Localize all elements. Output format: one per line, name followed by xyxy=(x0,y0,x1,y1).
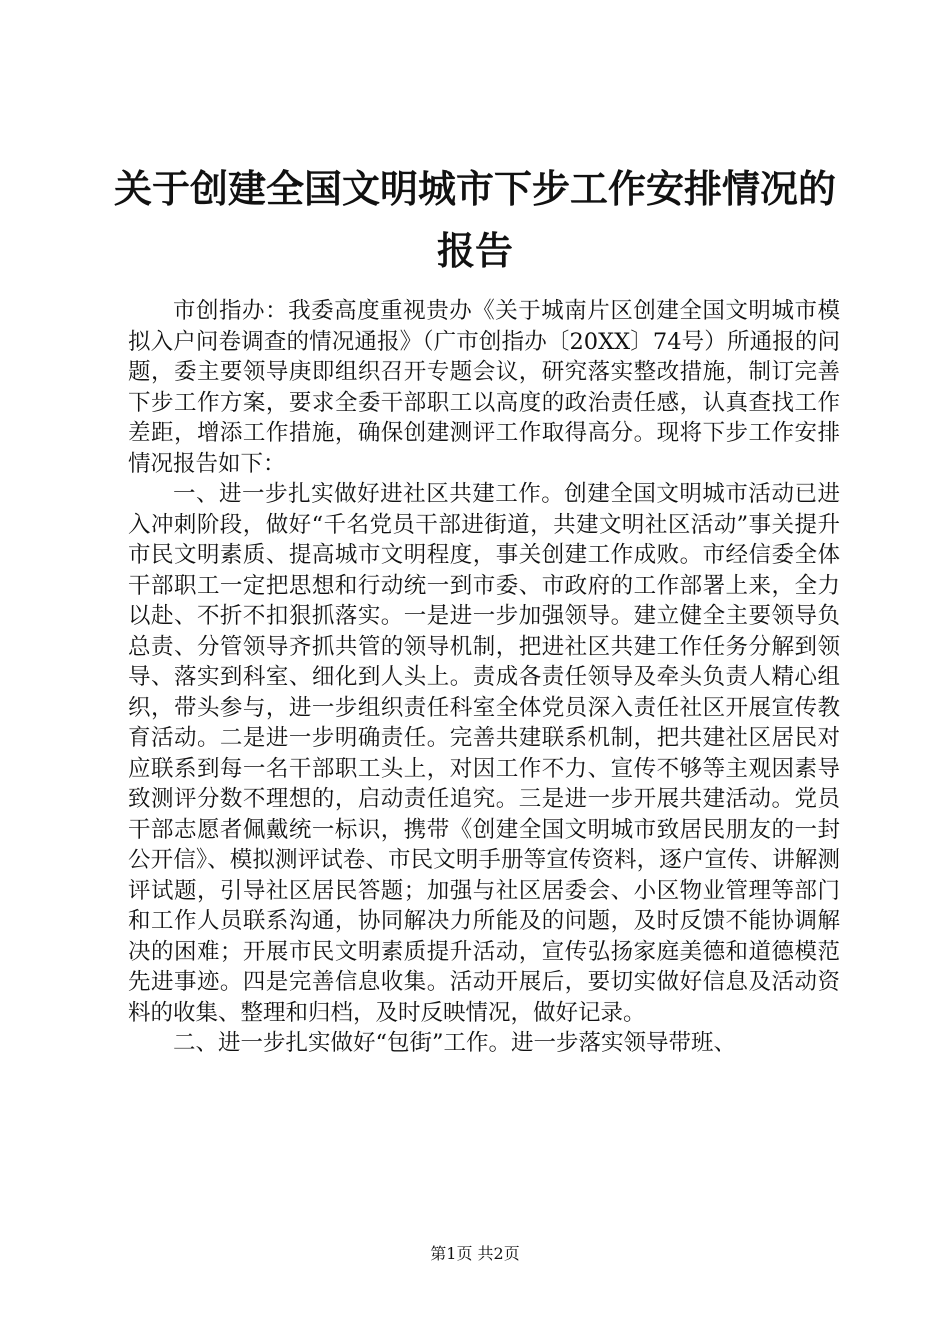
paragraph-section-1: 一、进一步扎实做好进社区共建工作。创建全国文明城市活动已进入冲刺阶段，做好“千名党员干部进街道，共建文明社区活动”事关提升市民文明素质、提高城市文明程度，事关创建工作成败。市经信委全体干部职工一定把思想和行动统一到市委、市政府的工作部署上来，全力以赴、不折不扣狠抓落实。一是进一步加强领导。建立健全主要领导负总责、分管领导齐抓共管的领导机制，把进社区共建工作任务分解到领导、落实到科室、细化到人头上。责成各责任领导及牵头负责人精心组织，带头参与，进一步组织责任科室全体党员深入责任社区开展宣传教育活动。二是进一步明确责任。完善共建联系机制，把共建社区居民对应联系到每一名干部职工头上，对因工作不力、宣传不够等主观因素导致测评分数不理想的，启动责任追究。三是进一步开展共建活动。党员干部志愿者佩戴统一标识，携带《创建全国文明城市致居民朋友的一封公开信》、模拟测评试卷、市民文明手册等宣传资料，逐户宣传、讲解测评试题，引导社区居民答题；加强与社区居委会、小区物业管理等部门和工作人员联系沟通，协同解决力所能及的问题，及时反馈不能协调解决的困难；开展市民文明素质提升活动，宣传弘扬家庭美德和道德模范先进事迹。四是完善信息收集。活动开展后，要切实做好信息及活动资料的收集、整理和归档，及时反映情况，做好记录。 xyxy=(128,481,840,1026)
page-number-footer: 第1页 共2页 xyxy=(430,1244,520,1263)
paragraph-intro: 市创指办：我委高度重视贵办《关于城南片区创建全国文明城市模拟入户问卷调查的情况通报》（广市创指办〔20XX〕74号）所通报的问题，委主要领导庚即组织召开专题会议，研究落实整改措施，制订完善下步工作方案，要求全委干部职工以高度的政治责任感，认真查找工作差距，增添工作措施，确保创建测评工作取得高分。现将下步工作安排情况报告如下： xyxy=(128,298,840,477)
document-title: 关于创建全国文明城市下步工作安排情况的报告 xyxy=(113,167,836,273)
paragraph-section-2: 二、进一步扎实做好“包街”工作。进一步落实领导带班、 xyxy=(173,1030,737,1056)
document-body xyxy=(128,296,840,1059)
